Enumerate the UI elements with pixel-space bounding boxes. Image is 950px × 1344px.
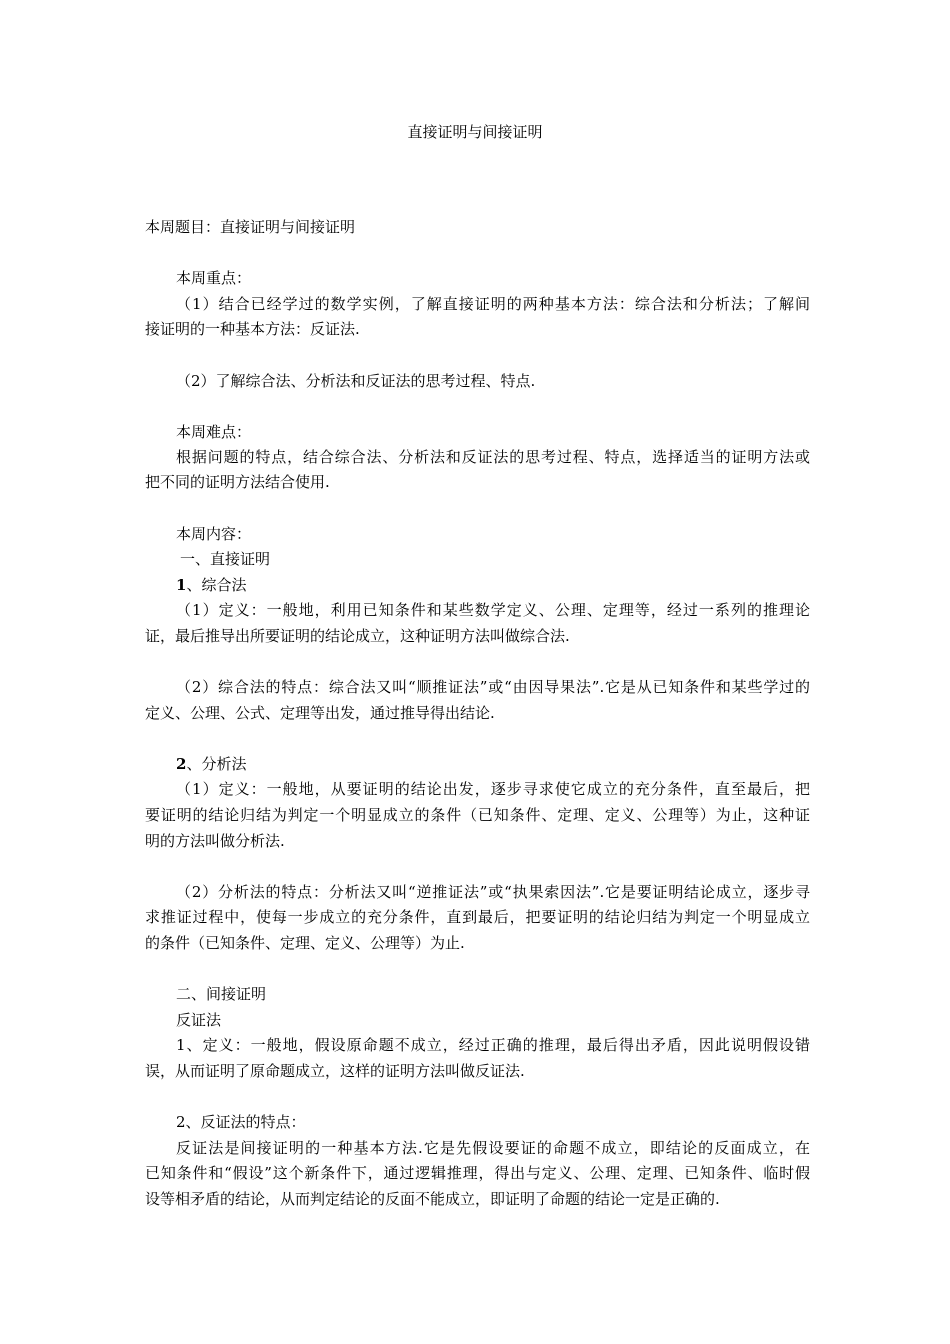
synthesis-def-line1: （1）定义：一般地，利用已知条件和某些数学定义、公理、定理等，经过一系列的推理论 (176, 601, 810, 619)
synthesis-number: 1 (176, 576, 187, 594)
synthesis-def-line2: 证，最后推导出所要证明的结论成立，这种证明方法叫做综合法. (145, 627, 570, 645)
section1-heading: 一、直接证明 (180, 550, 271, 568)
focus-item1-line1: （1）结合已经学过的数学实例，了解直接证明的两种基本方法：综合法和分析法；了解间 (176, 295, 810, 313)
focus-heading: 本周重点： (176, 269, 252, 287)
synthesis-heading (176, 575, 810, 595)
contradiction-feat-line2: 已知条件和“假设”这个新条件下，通过逻辑推理，得出与定义、公理、定理、已知条件、临时假 (145, 1164, 810, 1182)
analysis-feat-line1: （2）分析法的特点：分析法又叫“逆推证法”或“执果索因法”.它是要证明结论成立，逐步寻 (176, 883, 810, 901)
section2-heading: 二、间接证明 (176, 985, 267, 1003)
difficulty-line2: 把不同的证明方法结合使用. (145, 473, 330, 491)
analysis-def-line1: （1）定义：一般地，从要证明的结论出发，逐步寻求使它成立的充分条件，直至最后，把 (176, 780, 810, 798)
week-topic: 本周题目：直接证明与间接证明 (145, 218, 356, 236)
analysis-def-line3: 明的方法叫做分析法. (145, 832, 285, 850)
focus-item1-line2: 接证明的一种基本方法：反证法. (145, 320, 360, 338)
contradiction-feat-line3: 设等相矛盾的结论，从而判定结论的反面不能成立，即证明了命题的结论一定是正确的. (145, 1190, 720, 1208)
contradiction-feat-heading: 2、反证法的特点： (176, 1113, 306, 1131)
difficulty-heading: 本周难点： (176, 423, 252, 441)
difficulty-line1: 根据问题的特点，结合综合法、分析法和反证法的思考过程、特点，选择适当的证明方法或 (176, 448, 810, 466)
synthesis-feat-line2: 定义、公理、公式、定理等出发，通过推导得出结论. (145, 704, 495, 722)
analysis-number: 2 (176, 755, 187, 773)
contradiction-def-line2: 误，从而证明了原命题成立，这样的证明方法叫做反证法. (145, 1062, 525, 1080)
synthesis-feat-line1: （2）综合法的特点：综合法又叫“顺推证法”或“由因导果法”.它是从已知条件和某些学过的 (176, 678, 810, 696)
contradiction-feat-line1: 反证法是间接证明的一种基本方法.它是先假设要证的命题不成立，即结论的反面成立，在 (176, 1139, 810, 1157)
focus-item2: （2）了解综合法、分析法和反证法的思考过程、特点. (176, 372, 536, 390)
analysis-feat-line2: 求推证过程中，使每一步成立的充分条件，直到最后，把要证明的结论归结为判定一个明显成立 (145, 908, 810, 926)
synthesis-label: 、综合法 (186, 576, 247, 594)
analysis-feat-line3: 的条件（已知条件、定理、定义、公理等）为止. (145, 934, 465, 952)
contradiction-def-line1: 1、定义：一般地，假设原命题不成立，经过正确的推理，最后得出矛盾，因此说明假设错 (176, 1036, 810, 1054)
analysis-def-line2: 要证明的结论归结为判定一个明显成立的条件（已知条件、定理、定义、公理等）为止，这种证 (145, 806, 810, 824)
analysis-heading (176, 754, 810, 774)
content-heading: 本周内容： (176, 525, 252, 543)
contradiction-heading: 反证法 (176, 1011, 222, 1029)
analysis-label: 、分析法 (186, 755, 247, 773)
document-title: 直接证明与间接证明 (407, 123, 543, 141)
